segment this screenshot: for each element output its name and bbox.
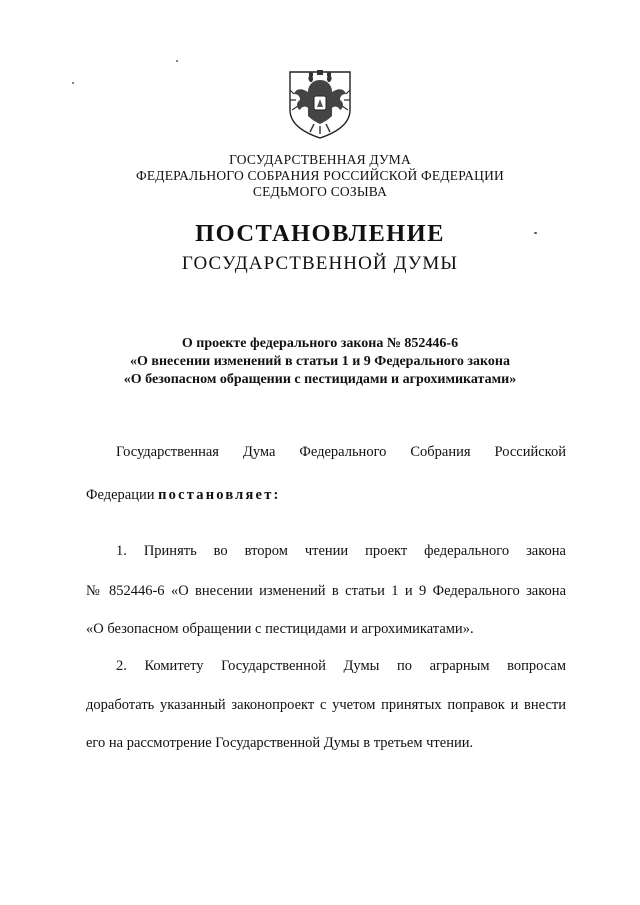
item-1-line-1: 1. Принять во втором чтении проект федерального закона: [116, 543, 566, 559]
item-1-line-3: «О безопасном обращении с пестицидами и агрохимикатами».: [86, 621, 474, 637]
header-line-3: СЕДЬМОГО СОЗЫВА: [252, 184, 388, 199]
header-line-1: ГОСУДАРСТВЕННАЯ ДУМА: [229, 152, 411, 167]
header-line-2: ФЕДЕРАЛЬНОГО СОБРАНИЯ РОССИЙСКОЙ ФЕДЕРАЦИИ: [136, 168, 504, 183]
subject-line-2: «О внесении изменений в статьи 1 и 9 Федерального закона: [130, 354, 510, 369]
preamble-line-2: [86, 486, 566, 504]
item-2-line-1: 2. Комитету Государственной Думы по аграрным вопросам: [116, 658, 566, 674]
document-title: ПОСТАНОВЛЕНИЕ: [195, 220, 445, 247]
item-2-line-3: его на рассмотрение Государственной Думы в третьем чтении.: [86, 735, 474, 751]
scan-speck: [176, 60, 178, 62]
document-subject: [0, 335, 640, 389]
document-subtitle: ГОСУДАРСТВЕННОЙ ДУМЫ: [181, 253, 459, 274]
issuing-body-header: [0, 152, 640, 200]
coat-of-arms-emblem: [286, 66, 354, 140]
item-2-line-2: доработать указанный законопроект с учетом принятых поправок и внести: [86, 697, 566, 713]
scan-speck: [72, 82, 74, 84]
preamble-line-1: Государственная Дума Федерального Собрания Российской: [116, 444, 566, 460]
resolves-keyword: постановляет:: [158, 487, 281, 503]
subject-line-3: «О безопасном обращении с пестицидами и агрохимикатами»: [123, 372, 517, 387]
subject-line-1: О проекте федерального закона № 852446-6: [181, 336, 459, 351]
preamble-federation: Федерации: [86, 487, 159, 503]
item-1-line-2: № 852446-6 «О внесении изменений в статьи 1 и 9 Федерального закона: [86, 583, 566, 599]
